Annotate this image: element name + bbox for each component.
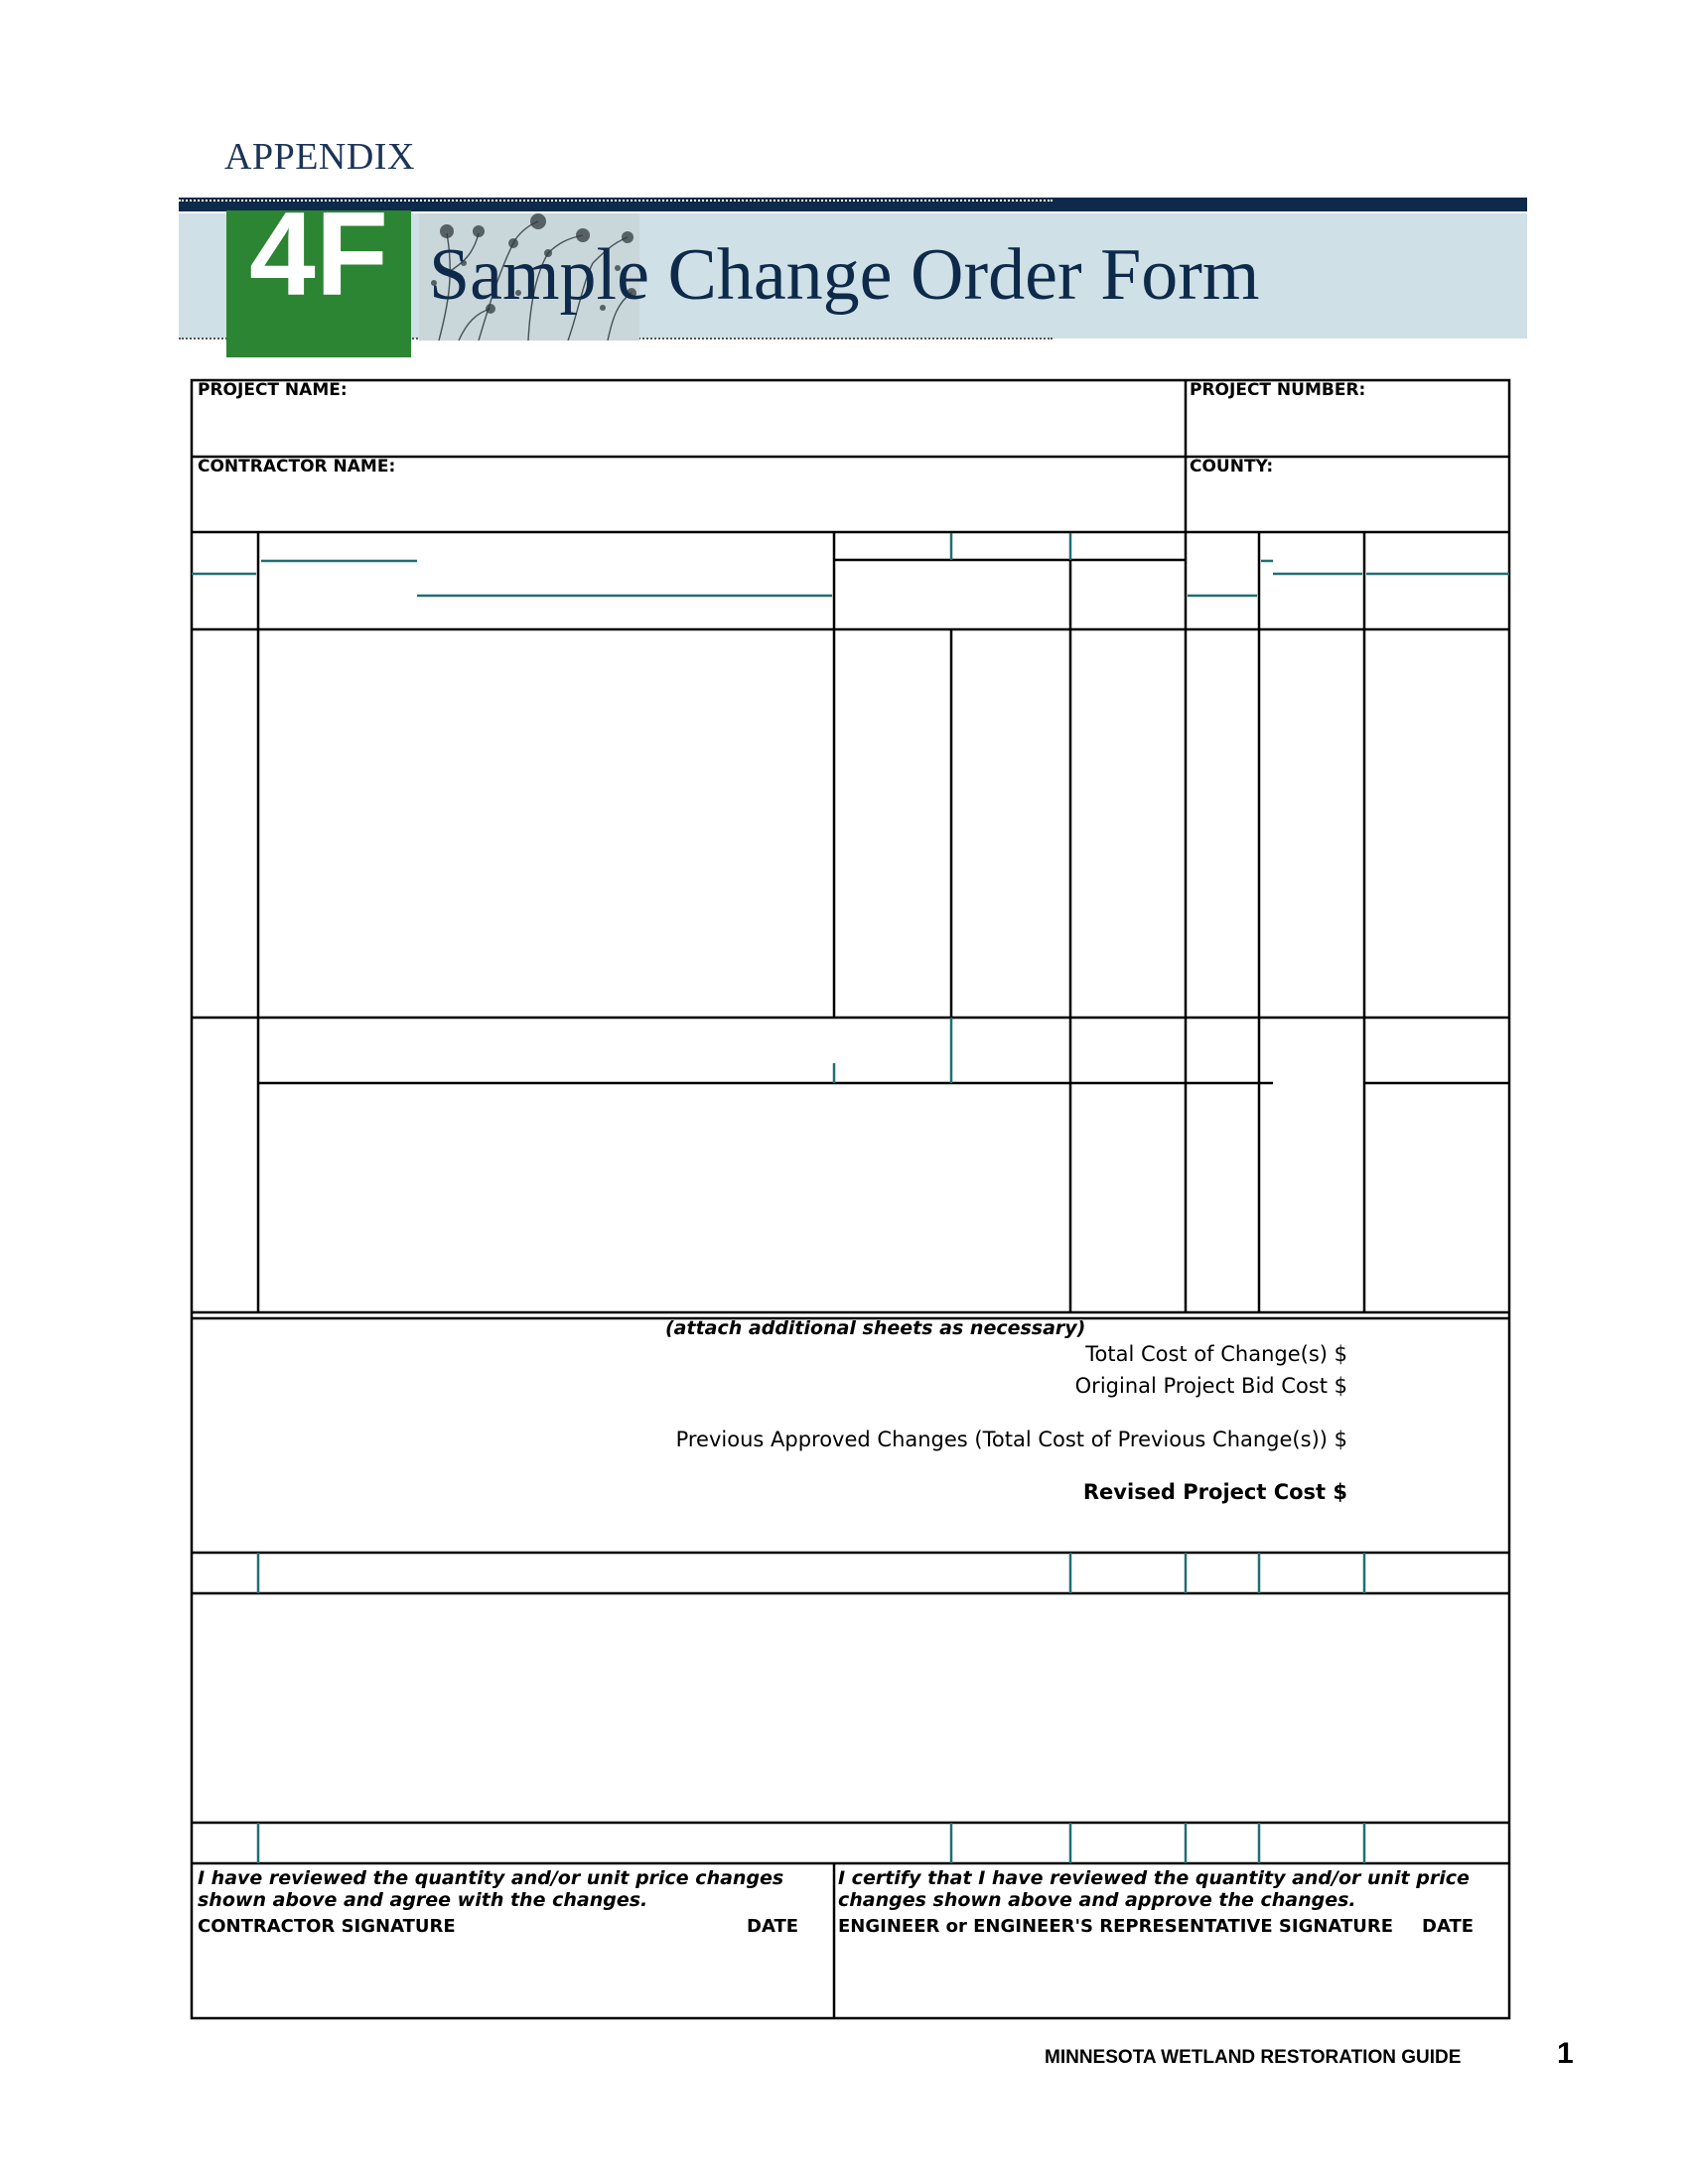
engineer-signature-label: ENGINEER or ENGINEER'S REPRESENTATIVE SIGNATURE [838,1916,1394,1937]
contractor-signature-label: CONTRACTOR SIGNATURE [198,1916,456,1937]
page-number: 1 [1557,2037,1574,2070]
attach-sheets-note: (attach additional sheets as necessary) [665,1317,1086,1339]
revised-cost-label: Revised Project Cost $ [1082,1480,1347,1504]
county-label: COUNTY: [1190,457,1274,477]
previous-changes-label: Previous Approved Changes (Total Cost of Previous Change(s)) $ [675,1428,1347,1451]
engineer-statement: I certify that I have reviewed the quantity and/or unit price changes shown above and approve the changes. [838,1867,1470,1911]
page-title: Sample Change Order Form [429,234,1260,316]
contractor-name-label: CONTRACTOR NAME: [198,457,396,477]
total-cost-label: Total Cost of Change(s) $ [1085,1342,1347,1366]
contractor-date-label: DATE [747,1916,799,1937]
original-bid-label: Original Project Bid Cost $ [1074,1374,1347,1398]
project-number-label: PROJECT NUMBER: [1190,380,1366,400]
project-name-label: PROJECT NAME: [198,380,348,400]
footer-guide-name: MINNESOTA WETLAND RESTORATION GUIDE [1045,2047,1462,2068]
appendix-badge-text: 4F [248,188,389,321]
contractor-statement: I have reviewed the quantity and/or unit price changes shown above and agree with the changes. [198,1867,784,1911]
engineer-date-label: DATE [1422,1916,1475,1937]
appendix-label: APPENDIX [224,136,415,178]
